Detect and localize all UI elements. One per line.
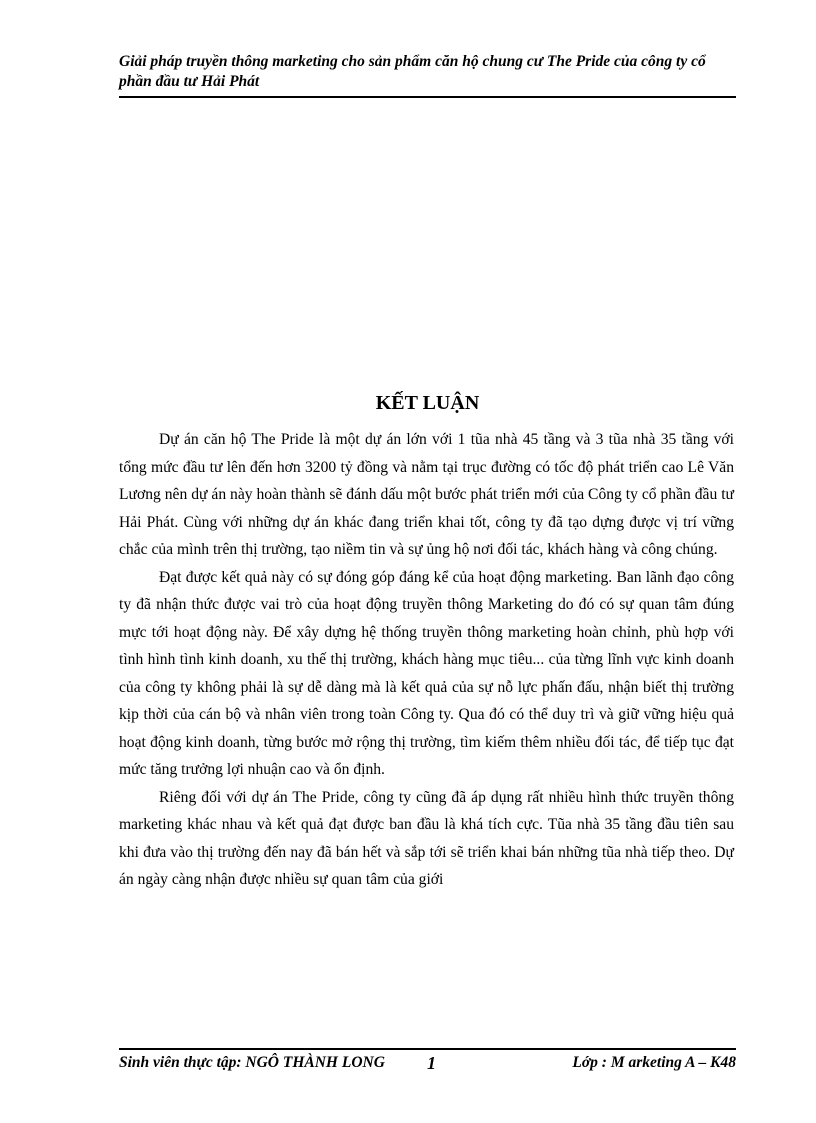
body-text (119, 426, 734, 894)
student-name: Sinh viên thực tập: NGÔ THÀNH LONG (119, 1054, 385, 1071)
footer-divider (119, 1048, 736, 1050)
paragraph-2: Đạt được kết quả này có sự đóng góp đáng kể của hoạt động marketing. Ban lãnh đạo công ty đã nhận thức được vai trò của hoạt động truyền thông Marketing do đó có sự quan tâm đúng mực tới hoạt động này. Để xây dựng hệ thống truyền thông marketing hoàn chỉnh, phù hợp với tình hình tình kinh doanh, xu thế thị trường, khách hàng mục tiêu... của từng lĩnh vực kinh doanh của công ty không phải là sự dễ dàng mà là kết quả của sự nỗ lực phấn đấu, nhận biết thị trường kịp thời của cán bộ và nhân viên trong toàn Công ty. Qua đó có thể duy trì và giữ vững hiệu quả hoạt động kinh doanh, từng bước mở rộng thị trường, tìm kiếm thêm nhiều đối tác, để tiếp tục đạt mức tăng trưởng lợi nhuận cao và ổn định. (119, 568, 734, 778)
section-heading: KẾT LUẬN (375, 392, 480, 414)
page-header: Giải pháp truyền thông marketing cho sản phẩm căn hộ chung cư The Pride của công ty cổ phần đầu tư Hải Phát (119, 53, 706, 90)
paragraph-1: Dự án căn hộ The Pride là một dự án lớn với 1 tũa nhà 45 tầng và 3 tũa nhà 35 tầng với tổng mức đầu tư lên đến hơn 3200 tỷ đồng và nằm tại trục đường có tốc độ phát triển cao Lê Văn Lương nên dự án này hoàn thành sẽ đánh dấu một bước phát triển mới của Công ty cổ phần đầu tư Hải Phát. Cùng với những dự án khác đang triển khai tốt, công ty đã tạo dựng được vị trí vững chắc của mình trên thị trường, tạo niềm tin và sự ủng hộ nơi đối tác, khách hàng và công chúng. (119, 431, 734, 558)
header-divider (119, 96, 736, 98)
paragraph-3: Riêng đối với dự án The Pride, công ty cũng đã áp dụng rất nhiều hình thức truyền thông marketing khác nhau và kết quả đạt được ban đầu là khá tích cực. Tũa nhà 35 tầng đầu tiên sau khi đưa vào thị trường đến nay đã bán hết và sắp tới sẽ triển khai bán những tũa nhà tiếp theo. Dự án ngày càng nhận được nhiều sự quan tâm của giới (119, 788, 734, 888)
page-footer (119, 1052, 736, 1074)
page-number: 1 (427, 1053, 436, 1073)
class-label: Lớp : M arketing A – K48 (572, 1054, 736, 1071)
